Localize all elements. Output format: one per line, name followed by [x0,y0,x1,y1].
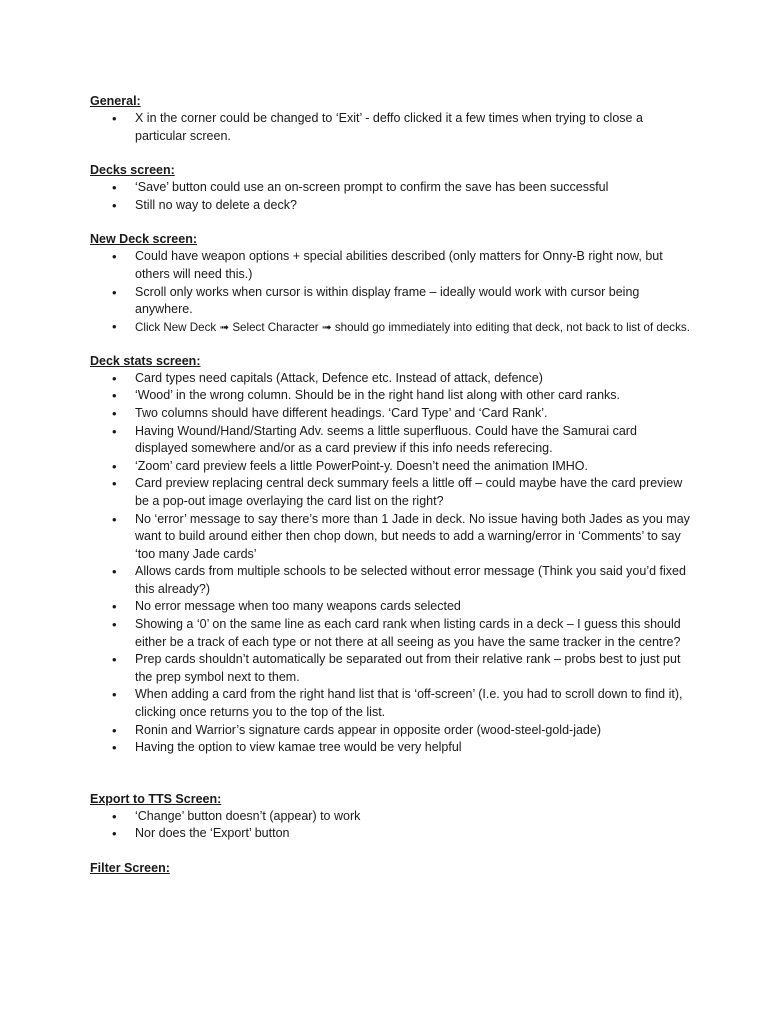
section-heading: Deck stats screen: [90,353,201,368]
bullet-list [90,179,690,214]
list-item: • Could have weapon options + special abilities described (only matters for Onny-B right now, but others will need this.) [90,248,690,283]
list-item: • Two columns should have different headings. ‘Card Type’ and ‘Card Rank’. [90,405,690,423]
list-item: • ‘Save’ button could use an on-screen prompt to confirm the save has been successful [90,179,690,197]
bullet-list [90,370,690,757]
section-heading: Filter Screen: [90,861,170,875]
section-decks-screen [90,162,690,214]
list-item: • ‘Change’ button doesn’t (appear) to work [90,808,690,826]
list-item: • When adding a card from the right hand list that is ‘off-screen’ (I.e. you had to scroll down to find it), clicking once returns you to the top of the list. [90,686,690,721]
list-item: • Prep cards shouldn’t automatically be separated out from their relative rank – probs best to just put the prep symbol next to them. [90,651,690,686]
section-heading: New Deck screen: [90,232,198,247]
bullet-list [90,248,690,335]
list-item: • ‘Zoom’ card preview feels a little PowerPoint-y. Doesn’t need the animation IMHO. [90,458,690,476]
bullet-list [90,808,690,843]
list-item: • Click New Deck ➟ Select Character ➟ should go immediately into editing that deck, not back to list of decks. [90,319,690,336]
document-page [90,93,690,877]
list-item: • Still no way to delete a deck? [90,197,690,215]
list-item: • No ‘error’ message to say there’s more than 1 Jade in deck. No issue having both Jades as you may want to build around either then chop down, but needs to add a warning/error in ‘Comments’ to say ‘too many Jade cards’ [90,511,690,564]
bullet-list [90,110,690,145]
section-general [90,93,690,145]
list-item: • Having the option to view kamae tree would be very helpful [90,739,690,757]
list-item: • Card types need capitals (Attack, Defence etc. Instead of attack, defence) [90,370,690,388]
section-new-deck-screen [90,231,690,335]
list-item: • Allows cards from multiple schools to be selected without error message (Think you said you’d fixed this already?) [90,563,690,598]
list-item: • Scroll only works when cursor is within display frame – ideally would work with cursor being anywhere. [90,284,690,319]
list-item: • Ronin and Warrior’s signature cards appear in opposite order (wood-steel-gold-jade) [90,722,690,740]
list-item: • X in the corner could be changed to ‘Exit’ - deffo clicked it a few times when trying to close a particular screen. [90,110,690,145]
section-heading: Decks screen: [90,163,175,178]
list-item: • Showing a ‘0’ on the same line as each card rank when listing cards in a deck – I guess this should either be a track of each type or not there at all seeing as you have the same tracker in the centre? [90,616,690,651]
section-heading: General: [90,94,141,108]
list-item: • No error message when too many weapons cards selected [90,598,690,616]
section-heading: Export to TTS Screen: [90,791,222,806]
list-item: • Having Wound/Hand/Starting Adv. seems a little superfluous. Could have the Samurai card displayed somewhere and/or as a card preview if this info needs referecing. [90,423,690,458]
list-item: • Nor does the ‘Export’ button [90,825,690,843]
section-export-tts-screen [90,791,690,843]
section-filter-screen [90,860,690,877]
list-item: • Card preview replacing central deck summary feels a little off – could maybe have the card preview be a pop-out image overlaying the card list on the right? [90,475,690,510]
section-deck-stats-screen [90,353,690,757]
list-item: • ‘Wood’ in the wrong column. Should be in the right hand list along with other card ranks. [90,387,690,405]
